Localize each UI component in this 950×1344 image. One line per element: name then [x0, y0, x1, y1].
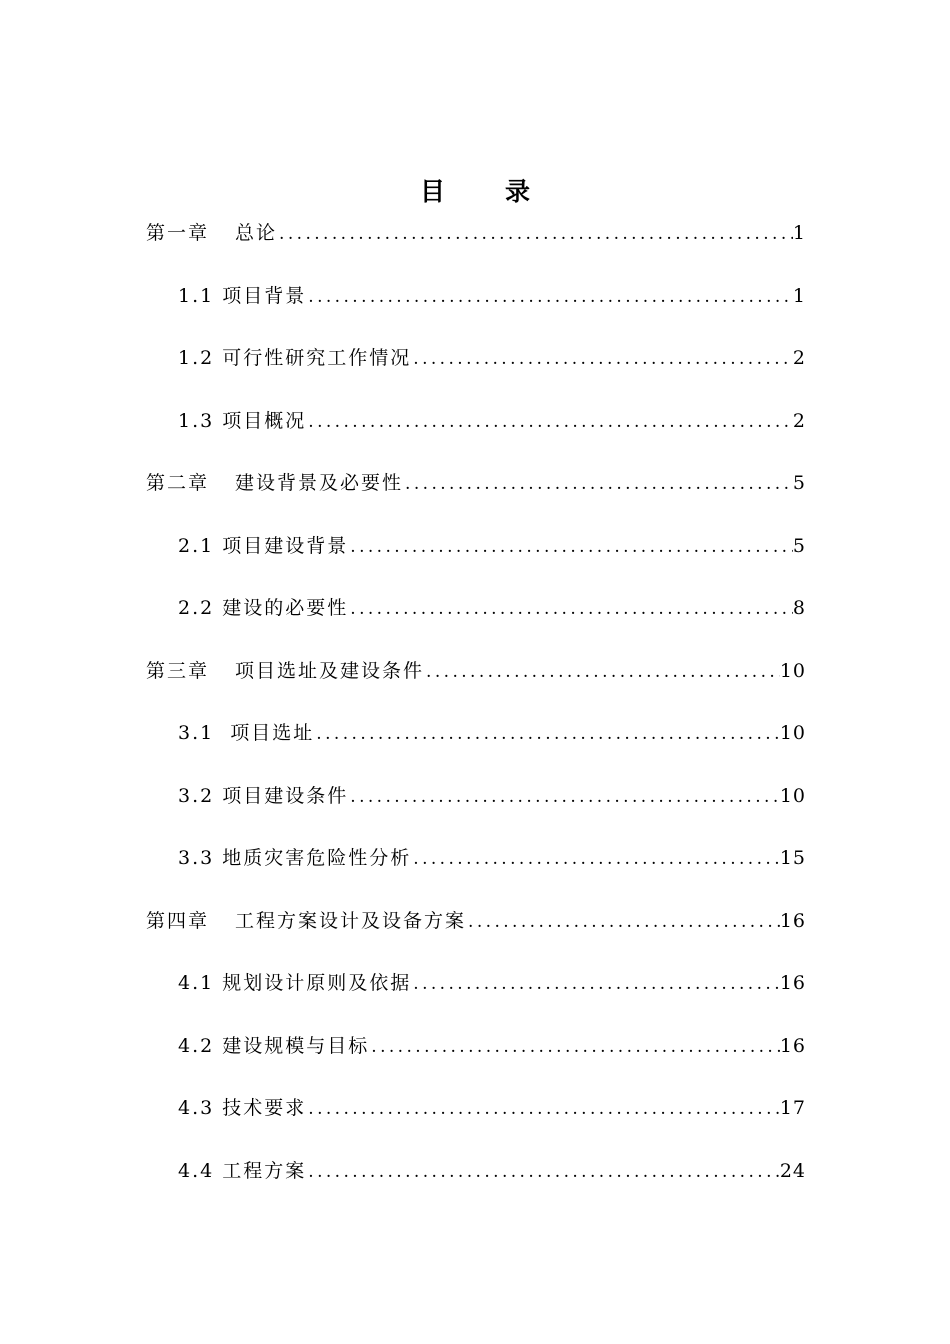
toc-entry-label: [146, 656, 424, 683]
toc-chapter-number: 第三章: [146, 659, 210, 682]
toc-entry-label: [178, 1031, 369, 1058]
toc-entry-text: 3.2 项目建设条件: [178, 784, 349, 807]
toc-section-entry[interactable]: [178, 968, 806, 996]
toc-entry-text: 1.2 可行性研究工作情况: [178, 347, 412, 369]
toc-chapter-number: 第四章: [146, 909, 210, 932]
toc-page-number: 16: [779, 972, 806, 994]
toc-entry-label: [178, 1093, 306, 1120]
toc-page-number: 15: [779, 847, 806, 869]
toc-entry-label: [178, 843, 411, 870]
toc-page-number: 2: [792, 409, 806, 432]
toc-entry-text: 1.3 项目概况: [178, 409, 307, 432]
toc-entry-text: 4.1 规划设计原则及依据: [178, 972, 412, 994]
toc-leader-dots: [277, 224, 793, 244]
toc-leader-dots: [411, 849, 780, 869]
toc-entry-text: 4.3 技术要求: [178, 1097, 307, 1119]
toc-section-entry[interactable]: [178, 406, 806, 434]
toc-chapter-entry[interactable]: [146, 468, 806, 496]
toc-page-number: 2: [792, 347, 806, 369]
toc-page-number: 1: [792, 222, 806, 244]
toc-entry-text: 4.4 工程方案: [178, 1159, 307, 1182]
toc-entry-text: 4.2 建设规模与目标: [178, 1034, 370, 1057]
toc-entry-label: [178, 343, 411, 370]
toc-leader-dots: [306, 1099, 780, 1119]
toc-page-number: 16: [779, 1034, 806, 1057]
toc-entry-text: 3.1 项目选址: [178, 722, 315, 744]
toc-entry-label: [178, 593, 348, 620]
toc-page-number: 17: [779, 1097, 806, 1119]
toc-section-entry[interactable]: [178, 781, 806, 809]
toc-leader-dots: [348, 599, 793, 619]
toc-entry-text: 建设背景及必要性: [235, 472, 404, 494]
toc-entry-label: [178, 718, 314, 745]
toc-section-entry[interactable]: [178, 1156, 806, 1184]
toc-section-entry[interactable]: [178, 843, 806, 871]
toc-entry-label: [178, 968, 411, 995]
toc-page-number: 8: [792, 597, 806, 619]
toc-leader-dots: [369, 1037, 780, 1057]
toc-entry-label: [178, 281, 306, 308]
toc-page-number: 10: [779, 659, 806, 682]
toc-page-number: 5: [792, 472, 806, 494]
toc-title: [0, 172, 950, 208]
toc-leader-dots: [348, 787, 780, 807]
toc-leader-dots: [411, 349, 793, 369]
toc-leader-dots: [424, 662, 780, 682]
toc-section-entry[interactable]: [178, 718, 806, 746]
toc-chapter-number: 第二章: [146, 472, 210, 494]
toc-leader-dots: [348, 537, 793, 557]
toc-page-number: 10: [779, 784, 806, 807]
toc-entry-label: [178, 531, 348, 558]
toc-leader-dots: [466, 912, 780, 932]
toc-chapter-entry[interactable]: [146, 218, 806, 246]
toc-chapter-entry[interactable]: [146, 656, 806, 684]
toc-title-char-2: 录: [505, 177, 531, 206]
toc-section-entry[interactable]: [178, 531, 806, 559]
toc-section-entry[interactable]: [178, 1093, 806, 1121]
toc-chapter-entry[interactable]: [146, 906, 806, 934]
toc-entry-label: [146, 218, 277, 245]
toc-leader-dots: [403, 474, 793, 494]
toc-entry-text: 总论: [235, 222, 278, 244]
toc-entry-text: 2.2 建设的必要性: [178, 597, 349, 619]
toc-entry-text: 3.3 地质灾害危险性分析: [178, 847, 412, 869]
toc-page-number: 10: [779, 722, 806, 744]
toc-page-number: 1: [792, 284, 806, 307]
toc-entry-text: 2.1 项目建设背景: [178, 534, 349, 557]
toc-entry-label: [146, 468, 403, 495]
toc-entry-label: [178, 781, 348, 808]
toc-leader-dots: [314, 724, 780, 744]
toc-page-number: 16: [779, 909, 806, 932]
toc-entry-text: 工程方案设计及设备方案: [235, 909, 467, 932]
toc-section-entry[interactable]: [178, 281, 806, 309]
toc-entry-text: 项目选址及建设条件: [235, 659, 425, 682]
toc-entry-text: 1.1 项目背景: [178, 284, 307, 307]
toc-section-entry[interactable]: [178, 593, 806, 621]
toc-leader-dots: [306, 287, 793, 307]
toc-entry-label: [178, 406, 306, 433]
toc-section-entry[interactable]: [178, 343, 806, 371]
toc-section-entry[interactable]: [178, 1031, 806, 1059]
toc-leader-dots: [306, 1162, 780, 1182]
toc-title-char-1: 目: [419, 177, 445, 206]
toc-entry-label: [178, 1156, 306, 1183]
toc-leader-dots: [306, 412, 793, 432]
toc-page-number: 5: [792, 534, 806, 557]
toc-leader-dots: [411, 974, 780, 994]
toc-chapter-number: 第一章: [146, 222, 210, 244]
toc-entry-label: [146, 906, 466, 933]
toc-page-number: 24: [779, 1159, 806, 1182]
